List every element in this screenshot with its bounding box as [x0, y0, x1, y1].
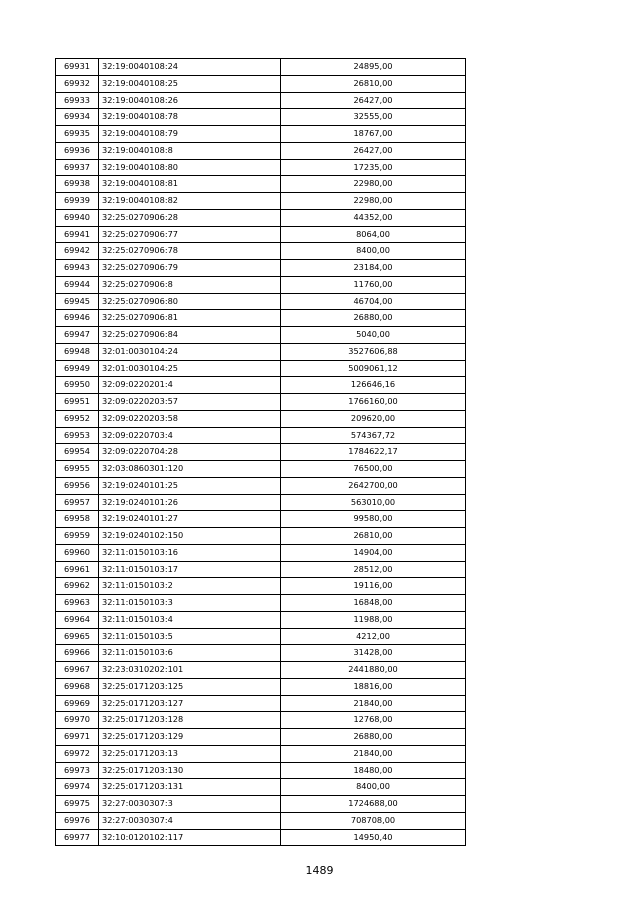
row-number-cell: 69973: [56, 762, 99, 779]
cadastral-number-cell: 32:11:0150103:2: [99, 578, 281, 595]
value-cell: 22980,00: [281, 176, 466, 193]
table-row: [56, 176, 466, 193]
value-cell: 18480,00: [281, 762, 466, 779]
value-cell: 8064,00: [281, 226, 466, 243]
cadastral-number-cell: 32:23:0310202:101: [99, 662, 281, 679]
cadastral-number-cell: 32:25:0270906:79: [99, 260, 281, 277]
table-row: [56, 762, 466, 779]
row-number-cell: 69965: [56, 628, 99, 645]
value-cell: 26810,00: [281, 75, 466, 92]
cadastral-number-cell: 32:19:0040108:81: [99, 176, 281, 193]
table-row: [56, 193, 466, 210]
table-row: [56, 327, 466, 344]
cadastral-number-cell: 32:09:0220201:4: [99, 377, 281, 394]
table-row: [56, 260, 466, 277]
cadastral-number-cell: 32:25:0270906:84: [99, 327, 281, 344]
table-row: [56, 578, 466, 595]
value-cell: 12768,00: [281, 712, 466, 729]
table-row: [56, 142, 466, 159]
table-row: [56, 678, 466, 695]
cadastral-number-cell: 32:11:0150103:16: [99, 544, 281, 561]
value-cell: 126646,16: [281, 377, 466, 394]
cadastral-number-cell: 32:19:0040108:80: [99, 159, 281, 176]
cadastral-value-table: [55, 58, 466, 846]
value-cell: 11988,00: [281, 611, 466, 628]
cadastral-number-cell: 32:25:0270906:8: [99, 276, 281, 293]
cadastral-number-cell: 32:25:0270906:80: [99, 293, 281, 310]
cadastral-number-cell: 32:19:0240101:26: [99, 494, 281, 511]
cadastral-number-cell: 32:25:0270906:81: [99, 310, 281, 327]
row-number-cell: 69959: [56, 528, 99, 545]
value-cell: 21840,00: [281, 745, 466, 762]
row-number-cell: 69954: [56, 444, 99, 461]
cadastral-number-cell: 32:11:0150103:4: [99, 611, 281, 628]
cadastral-number-cell: 32:01:0030104:24: [99, 343, 281, 360]
row-number-cell: 69934: [56, 109, 99, 126]
row-number-cell: 69935: [56, 126, 99, 143]
table-row: [56, 528, 466, 545]
row-number-cell: 69946: [56, 310, 99, 327]
row-number-cell: 69947: [56, 327, 99, 344]
cadastral-number-cell: 32:11:0150103:5: [99, 628, 281, 645]
table-row: [56, 461, 466, 478]
table-row: [56, 745, 466, 762]
cadastral-number-cell: 32:19:0240102:150: [99, 528, 281, 545]
value-cell: 17235,00: [281, 159, 466, 176]
cadastral-number-cell: 32:09:0220203:58: [99, 410, 281, 427]
table-row: [56, 628, 466, 645]
value-cell: 19116,00: [281, 578, 466, 595]
cadastral-number-cell: 32:09:0220704:28: [99, 444, 281, 461]
cadastral-number-cell: 32:19:0040108:78: [99, 109, 281, 126]
cadastral-number-cell: 32:25:0171203:127: [99, 695, 281, 712]
cadastral-number-cell: 32:25:0270906:78: [99, 243, 281, 260]
cadastral-number-cell: 32:11:0150103:17: [99, 561, 281, 578]
value-cell: 16848,00: [281, 595, 466, 612]
cadastral-number-cell: 32:25:0171203:130: [99, 762, 281, 779]
table-row: [56, 59, 466, 76]
row-number-cell: 69956: [56, 477, 99, 494]
cadastral-number-cell: 32:09:0220203:57: [99, 394, 281, 411]
value-cell: 4212,00: [281, 628, 466, 645]
table-row: [56, 595, 466, 612]
row-number-cell: 69969: [56, 695, 99, 712]
row-number-cell: 69933: [56, 92, 99, 109]
row-number-cell: 69970: [56, 712, 99, 729]
table-row: [56, 209, 466, 226]
value-cell: 14904,00: [281, 544, 466, 561]
value-cell: 26880,00: [281, 310, 466, 327]
table-row: [56, 109, 466, 126]
value-cell: 708708,00: [281, 812, 466, 829]
value-cell: 5009061,12: [281, 360, 466, 377]
value-cell: 2642700,00: [281, 477, 466, 494]
value-cell: 26880,00: [281, 729, 466, 746]
cadastral-number-cell: 32:01:0030104:25: [99, 360, 281, 377]
table-row: [56, 561, 466, 578]
row-number-cell: 69939: [56, 193, 99, 210]
row-number-cell: 69943: [56, 260, 99, 277]
row-number-cell: 69962: [56, 578, 99, 595]
table-row: [56, 243, 466, 260]
table-row: [56, 92, 466, 109]
cadastral-number-cell: 32:25:0270906:28: [99, 209, 281, 226]
row-number-cell: 69976: [56, 812, 99, 829]
cadastral-number-cell: 32:19:0040108:26: [99, 92, 281, 109]
row-number-cell: 69932: [56, 75, 99, 92]
table-row: [56, 427, 466, 444]
value-cell: 1784622,17: [281, 444, 466, 461]
cadastral-number-cell: 32:27:0030307:3: [99, 796, 281, 813]
table-row: [56, 796, 466, 813]
table-row: [56, 812, 466, 829]
cadastral-number-cell: 32:25:0171203:129: [99, 729, 281, 746]
row-number-cell: 69971: [56, 729, 99, 746]
row-number-cell: 69937: [56, 159, 99, 176]
table-row: [56, 779, 466, 796]
value-cell: 574367,72: [281, 427, 466, 444]
page-number: 1489: [305, 864, 334, 877]
table-row: [56, 310, 466, 327]
table-row: [56, 544, 466, 561]
table-row: [56, 662, 466, 679]
table-row: [56, 394, 466, 411]
cadastral-number-cell: 32:19:0240101:25: [99, 477, 281, 494]
cadastral-number-cell: 32:25:0270906:77: [99, 226, 281, 243]
table-row: [56, 494, 466, 511]
row-number-cell: 69944: [56, 276, 99, 293]
cadastral-number-cell: 32:03:0860301:120: [99, 461, 281, 478]
row-number-cell: 69968: [56, 678, 99, 695]
value-cell: 563010,00: [281, 494, 466, 511]
row-number-cell: 69951: [56, 394, 99, 411]
cadastral-number-cell: 32:27:0030307:4: [99, 812, 281, 829]
row-number-cell: 69938: [56, 176, 99, 193]
cadastral-number-cell: 32:19:0040108:79: [99, 126, 281, 143]
table-row: [56, 611, 466, 628]
cadastral-number-cell: 32:19:0040108:8: [99, 142, 281, 159]
value-cell: 24895,00: [281, 59, 466, 76]
value-cell: 32555,00: [281, 109, 466, 126]
row-number-cell: 69967: [56, 662, 99, 679]
cadastral-number-cell: 32:25:0171203:128: [99, 712, 281, 729]
row-number-cell: 69961: [56, 561, 99, 578]
cadastral-number-cell: 32:19:0040108:82: [99, 193, 281, 210]
table-row: [56, 226, 466, 243]
value-cell: 18816,00: [281, 678, 466, 695]
row-number-cell: 69964: [56, 611, 99, 628]
value-cell: 14950,40: [281, 829, 466, 846]
cadastral-number-cell: 32:11:0150103:3: [99, 595, 281, 612]
row-number-cell: 69950: [56, 377, 99, 394]
value-cell: 21840,00: [281, 695, 466, 712]
row-number-cell: 69977: [56, 829, 99, 846]
row-number-cell: 69953: [56, 427, 99, 444]
value-cell: 2441880,00: [281, 662, 466, 679]
row-number-cell: 69955: [56, 461, 99, 478]
table-row: [56, 343, 466, 360]
value-cell: 31428,00: [281, 645, 466, 662]
value-cell: 8400,00: [281, 779, 466, 796]
value-cell: 99580,00: [281, 511, 466, 528]
value-cell: 1724688,00: [281, 796, 466, 813]
value-cell: 3527606,88: [281, 343, 466, 360]
table-row: [56, 126, 466, 143]
value-cell: 76500,00: [281, 461, 466, 478]
row-number-cell: 69931: [56, 59, 99, 76]
value-cell: 44352,00: [281, 209, 466, 226]
table-row: [56, 377, 466, 394]
table-row: [56, 293, 466, 310]
table-row: [56, 444, 466, 461]
value-cell: 11760,00: [281, 276, 466, 293]
value-cell: 18767,00: [281, 126, 466, 143]
table-row: [56, 729, 466, 746]
table-body: [56, 59, 466, 846]
table-row: [56, 695, 466, 712]
value-cell: 23184,00: [281, 260, 466, 277]
value-cell: 22980,00: [281, 193, 466, 210]
value-cell: 209620,00: [281, 410, 466, 427]
value-cell: 26427,00: [281, 92, 466, 109]
cadastral-number-cell: 32:11:0150103:6: [99, 645, 281, 662]
row-number-cell: 69941: [56, 226, 99, 243]
value-cell: 26810,00: [281, 528, 466, 545]
row-number-cell: 69957: [56, 494, 99, 511]
cadastral-number-cell: 32:25:0171203:13: [99, 745, 281, 762]
row-number-cell: 69945: [56, 293, 99, 310]
value-cell: 1766160,00: [281, 394, 466, 411]
row-number-cell: 69975: [56, 796, 99, 813]
table-row: [56, 645, 466, 662]
cadastral-number-cell: 32:19:0040108:25: [99, 75, 281, 92]
cadastral-number-cell: 32:19:0240101:27: [99, 511, 281, 528]
row-number-cell: 69972: [56, 745, 99, 762]
table-row: [56, 829, 466, 846]
cadastral-number-cell: 32:25:0171203:125: [99, 678, 281, 695]
table-row: [56, 75, 466, 92]
row-number-cell: 69948: [56, 343, 99, 360]
row-number-cell: 69952: [56, 410, 99, 427]
value-cell: 46704,00: [281, 293, 466, 310]
cadastral-number-cell: 32:09:0220703:4: [99, 427, 281, 444]
row-number-cell: 69942: [56, 243, 99, 260]
cadastral-number-cell: 32:10:0120102:117: [99, 829, 281, 846]
row-number-cell: 69949: [56, 360, 99, 377]
row-number-cell: 69958: [56, 511, 99, 528]
value-cell: 8400,00: [281, 243, 466, 260]
row-number-cell: 69963: [56, 595, 99, 612]
table-row: [56, 276, 466, 293]
table-row: [56, 511, 466, 528]
table-row: [56, 159, 466, 176]
row-number-cell: 69936: [56, 142, 99, 159]
value-cell: 5040,00: [281, 327, 466, 344]
value-cell: 28512,00: [281, 561, 466, 578]
cadastral-number-cell: 32:19:0040108:24: [99, 59, 281, 76]
table-row: [56, 360, 466, 377]
table-row: [56, 477, 466, 494]
row-number-cell: 69974: [56, 779, 99, 796]
row-number-cell: 69966: [56, 645, 99, 662]
value-cell: 26427,00: [281, 142, 466, 159]
row-number-cell: 69960: [56, 544, 99, 561]
row-number-cell: 69940: [56, 209, 99, 226]
table-row: [56, 410, 466, 427]
table-row: [56, 712, 466, 729]
cadastral-number-cell: 32:25:0171203:131: [99, 779, 281, 796]
